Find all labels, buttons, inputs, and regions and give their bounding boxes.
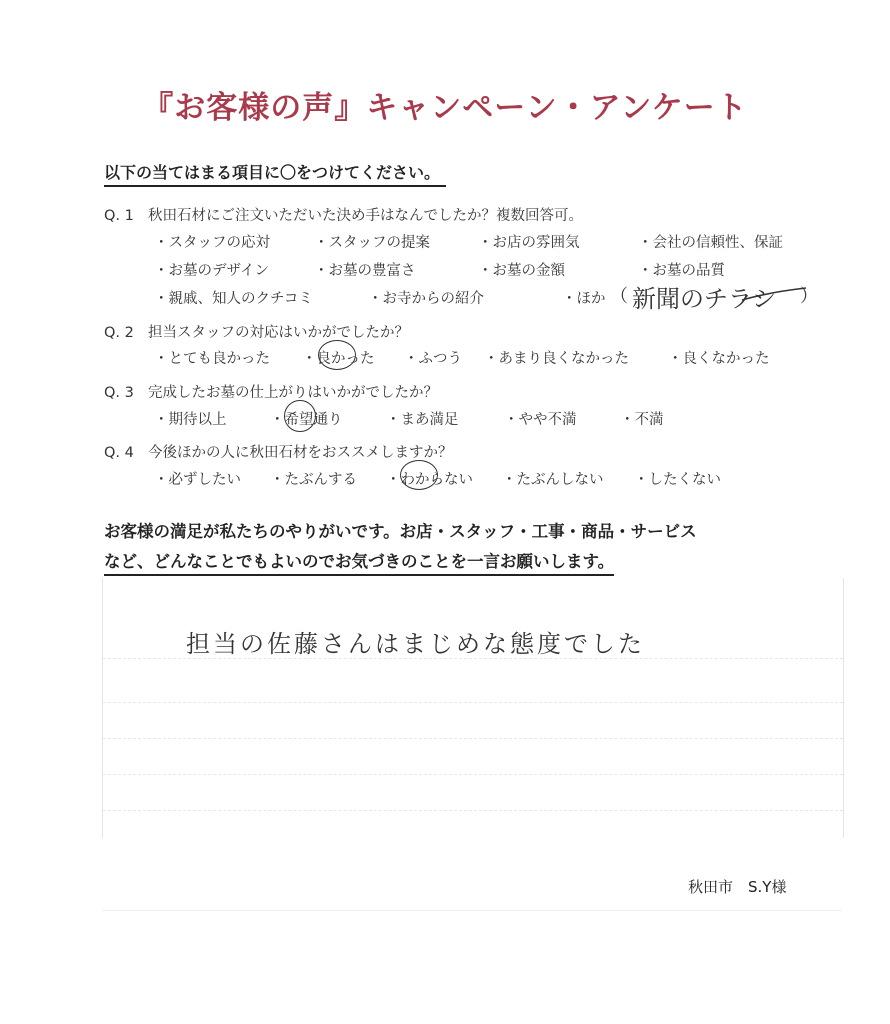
q1-option-variety[interactable]: ・お墓の豊富さ <box>314 263 416 279</box>
survey-title: 『お客様の声』キャンペーン・アンケート <box>142 90 748 126</box>
comment-ruled-line <box>103 810 843 811</box>
q2-option-very-good[interactable]: ・とても良かった <box>154 351 270 367</box>
question-4 <box>104 441 453 462</box>
q4-option-not-sure[interactable]: ・わからない <box>386 472 473 488</box>
q1-other-handwritten-answer[interactable]: 新聞のチラシ <box>632 285 776 313</box>
q1-option-temple-referral[interactable]: ・お寺からの紹介 <box>368 291 484 307</box>
q3-option-somewhat-dissatisfied[interactable]: ・やや不満 <box>504 412 577 428</box>
q1-option-word-of-mouth[interactable]: ・親戚、知人のクチコミ <box>154 291 313 307</box>
handwritten-comment[interactable]: 担当の佐藤さんはまじめな態度でした <box>186 630 645 658</box>
paren-close: ） <box>800 286 818 307</box>
comment-ruled-line <box>103 774 843 775</box>
q4-option-probably-not[interactable]: ・たぶんしない <box>502 472 604 488</box>
q2-option-not-good[interactable]: ・良くなかった <box>668 351 770 367</box>
q1-option-other[interactable]: ・ほか <box>562 291 606 307</box>
q1-option-staff-proposal[interactable]: ・スタッフの提案 <box>314 235 430 251</box>
signature: 秋田市 S.Y様 <box>688 878 787 896</box>
question-3 <box>104 381 438 402</box>
q4-option-probably[interactable]: ・たぶんする <box>270 472 357 488</box>
q1-option-price[interactable]: ・お墓の金額 <box>478 263 565 279</box>
question-2-number: Q. 2 <box>104 325 134 341</box>
bottom-divider <box>102 910 842 911</box>
q3-option-beyond-expectation[interactable]: ・期待以上 <box>154 412 227 428</box>
question-1 <box>104 204 583 225</box>
q3-option-mostly-satisfied[interactable]: ・まあ満足 <box>386 412 459 428</box>
question-2-text: 担当スタッフの対応はいかがでしたか？ <box>148 325 409 341</box>
paren-open: （ <box>610 286 628 307</box>
question-1-text: 秋田石材にご注文いただいた決め手はなんでしたか？複数回答可。 <box>148 208 583 224</box>
q3-option-dissatisfied[interactable]: ・不満 <box>620 412 664 428</box>
question-1-number: Q. 1 <box>104 208 134 224</box>
question-4-number: Q. 4 <box>104 445 134 461</box>
comment-prompt-line-1: お客様の満足が私たちのやりがいです。お店・スタッフ・工事・商品・サービス <box>104 522 697 541</box>
instruction-text: 以下の当てはまる項目に〇をつけてください。 <box>104 160 446 187</box>
q1-option-company-trust[interactable]: ・会社の信頼性、保証 <box>638 235 783 251</box>
comment-box[interactable] <box>102 578 844 838</box>
q2-option-normal[interactable]: ・ふつう <box>404 351 462 367</box>
question-2 <box>104 321 409 342</box>
q1-option-quality[interactable]: ・お墓の品質 <box>638 263 725 279</box>
q3-option-as-desired[interactable]: ・希望通り <box>270 412 343 428</box>
q4-selected-circle-mark <box>400 460 438 490</box>
q2-option-not-so-good[interactable]: ・あまり良くなかった <box>484 351 629 367</box>
q3-selected-circle-mark <box>284 400 316 432</box>
q1-option-design[interactable]: ・お墓のデザイン <box>154 263 269 279</box>
comment-ruled-line <box>103 702 843 703</box>
q4-option-definitely-not[interactable]: ・したくない <box>634 472 721 488</box>
question-3-text: 完成したお墓の仕上がりはいかがでしたか？ <box>148 385 438 401</box>
q1-option-store-atmosphere[interactable]: ・お店の雰囲気 <box>478 235 580 251</box>
question-3-number: Q. 3 <box>104 385 134 401</box>
q1-option-staff-response[interactable]: ・スタッフの応対 <box>154 235 270 251</box>
comment-ruled-line <box>103 738 843 739</box>
question-4-text: 今後ほかの人に秋田石材をおススメしますか？ <box>148 445 453 461</box>
comment-prompt-line-2: など、どんなことでもよいのでお気づきのことを一言お願いします。 <box>104 548 614 576</box>
q2-selected-circle-mark <box>318 340 356 370</box>
q4-option-definitely[interactable]: ・必ずしたい <box>154 472 241 488</box>
q2-option-good[interactable]: ・良かった <box>302 351 375 367</box>
